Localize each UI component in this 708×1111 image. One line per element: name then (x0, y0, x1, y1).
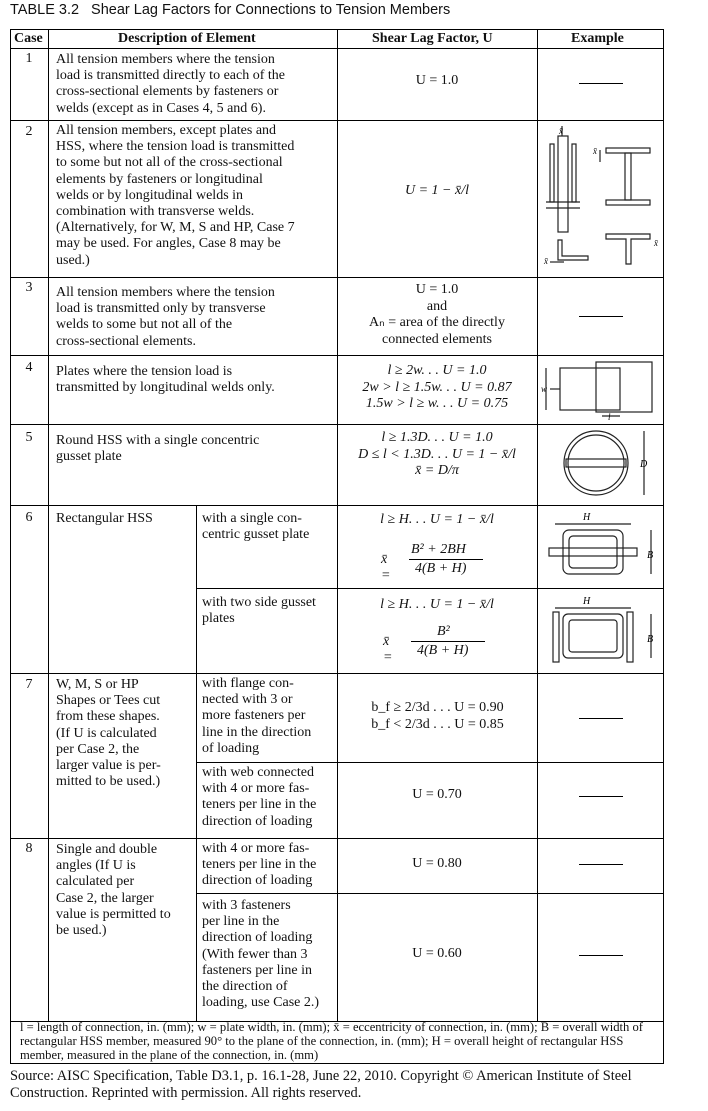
shear-lag-factor: l ≥ H. . . U = 1 − x̄/l (380, 512, 494, 527)
svg-text:x̄: x̄ (654, 238, 658, 248)
case-description: All tension members, except plates and HSS, where the tension load is transmitted to some but not all of the cross-sectional elements by fasteners or longitudinal welds or by longitudinal welds in combination with transverse welds. (Alternatively, for W, M, S and HP, Case 7 may be used. For angles, Case 8 may be used.) (56, 123, 295, 268)
table-footnote: l = length of connection, in. (mm); w = plate width, in. (mm); x̄ = eccentricity of connection, in. (mm); B = overall width of rectangular HSS member, measured 90° to the plane of the connection, in. (mm); H = overall height of rectangular HSS member, measured in the plane of the connection, in. (mm) (20, 1020, 643, 1062)
no-example-dash (579, 955, 623, 956)
wide-flange-icon (592, 146, 650, 205)
case-number: 6 (25, 510, 33, 525)
svg-text:x̄: x̄ (593, 146, 597, 156)
sub-description: with 4 or more fas- teners per line in the direction of loading (202, 841, 317, 889)
tee-with-plates-icon (546, 126, 580, 232)
case-description: Rectangular HSS (56, 511, 153, 526)
case-number: 7 (25, 677, 33, 692)
case-description: All tension members where the tension load is transmitted directly to each of the cross-sectional elements by fasteners or welds (except as in Cases 4, 5 and 6). (56, 52, 285, 116)
case-number: 4 (25, 360, 33, 375)
sub-description: with web connected with 4 or more fas- teners per line in the direction of loading (202, 765, 317, 829)
shear-lag-factor: l ≥ H. . . U = 1 − x̄/l (380, 597, 494, 612)
svg-text:H: H (583, 512, 591, 523)
sub-description: with flange con- nected with 3 or more fasteners per line in the direction of loading (202, 676, 312, 756)
svg-text:w: w (541, 384, 548, 394)
table-number: TABLE 3.2 (10, 2, 80, 18)
no-example-dash (579, 864, 623, 865)
shear-lag-factor: l ≥ 2w. . . U = 1.0 2w > l ≥ 1.5w. . . U = 0.87 1.5w > l ≥ w. . . U = 0.75 (362, 363, 512, 411)
svg-text:H: H (583, 596, 591, 607)
case-number: 3 (25, 280, 33, 295)
rect-hss-two-gussets-icon (545, 592, 661, 670)
case-number: 8 (25, 841, 33, 856)
case-description: All tension members where the tension load is transmitted only by transverse welds to some but not all of the cross-sectional elements. (56, 285, 275, 349)
sub-description: with two side gusset plates (202, 595, 316, 627)
header-case: Case (14, 31, 43, 46)
shear-lag-factor: l ≥ 1.3D. . . U = 1.0 D ≤ l < 1.3D. . . U = 1 − x̄/l x̄ = D/π (358, 430, 516, 478)
shear-lag-factor: b_f ≥ 2/3d . . . U = 0.90 b_f < 2/3d . . . U = 0.85 (371, 700, 504, 732)
angle-icon (543, 240, 588, 266)
xbar-label: x̄ (559, 126, 563, 136)
rect-hss-single-gusset-icon (545, 508, 661, 586)
no-example-dash (579, 796, 623, 797)
case-number: 5 (25, 430, 33, 445)
header-description: Description of Element (118, 31, 256, 46)
round-hss-icon (560, 427, 660, 503)
shear-lag-factor: U = 1.0 (415, 73, 459, 88)
table-title (10, 2, 450, 18)
case-description: W, M, S or HP Shapes or Tees cut from these shapes. (If U is calculated per Case 2, the larger value is per- mitted to be used.) (56, 677, 161, 790)
shear-lag-factor: U = 0.70 (412, 787, 462, 802)
case-number: 2 (25, 124, 33, 139)
case-description: Plates where the tension load is transmitted by longitudinal welds only. (56, 364, 275, 396)
shear-lag-factor: U = 0.60 (412, 946, 462, 961)
svg-text:l: l (608, 412, 611, 422)
sub-description: with 3 fasteners per line in the direction of loading (With fewer than 3 fasteners per line in the direction of loading, use Case 2.) (202, 898, 320, 1011)
case4-plate-diagram (540, 358, 662, 422)
svg-text:B: B (647, 550, 654, 561)
header-example: Example (571, 31, 624, 46)
case-description: Round HSS with a single concentric gusset plate (56, 433, 260, 465)
header-factor: Shear Lag Factor, U (372, 31, 493, 46)
no-example-dash (579, 83, 623, 84)
no-example-dash (579, 316, 623, 317)
case-number: 1 (25, 51, 33, 66)
tee-icon (606, 234, 659, 264)
shear-lag-factor: U = 1.0 and Aₙ = area of the directly connected elements (369, 282, 505, 347)
svg-text:B: B (647, 634, 654, 645)
svg-text:x̄: x̄ (544, 256, 548, 266)
case-description: Single and double angles (If U is calculated per Case 2, the larger value is permitted to be used.) (56, 842, 171, 939)
svg-text:D: D (640, 459, 648, 470)
case2-shape-diagrams (540, 122, 662, 274)
no-example-dash (579, 718, 623, 719)
source-credit: Source: AISC Specification, Table D3.1, p. 16.1-28, June 22, 2010. Copyright © American Institute of Steel Construction. Reprinted with permission. All rights reserved. (10, 1068, 632, 1101)
table-caption: Shear Lag Factors for Connections to Tension Members (91, 2, 451, 18)
shear-lag-factor: U = 1 − x̄/l (405, 183, 469, 198)
shear-lag-factor: U = 0.80 (412, 856, 462, 871)
sub-description: with a single con- centric gusset plate (202, 511, 310, 543)
